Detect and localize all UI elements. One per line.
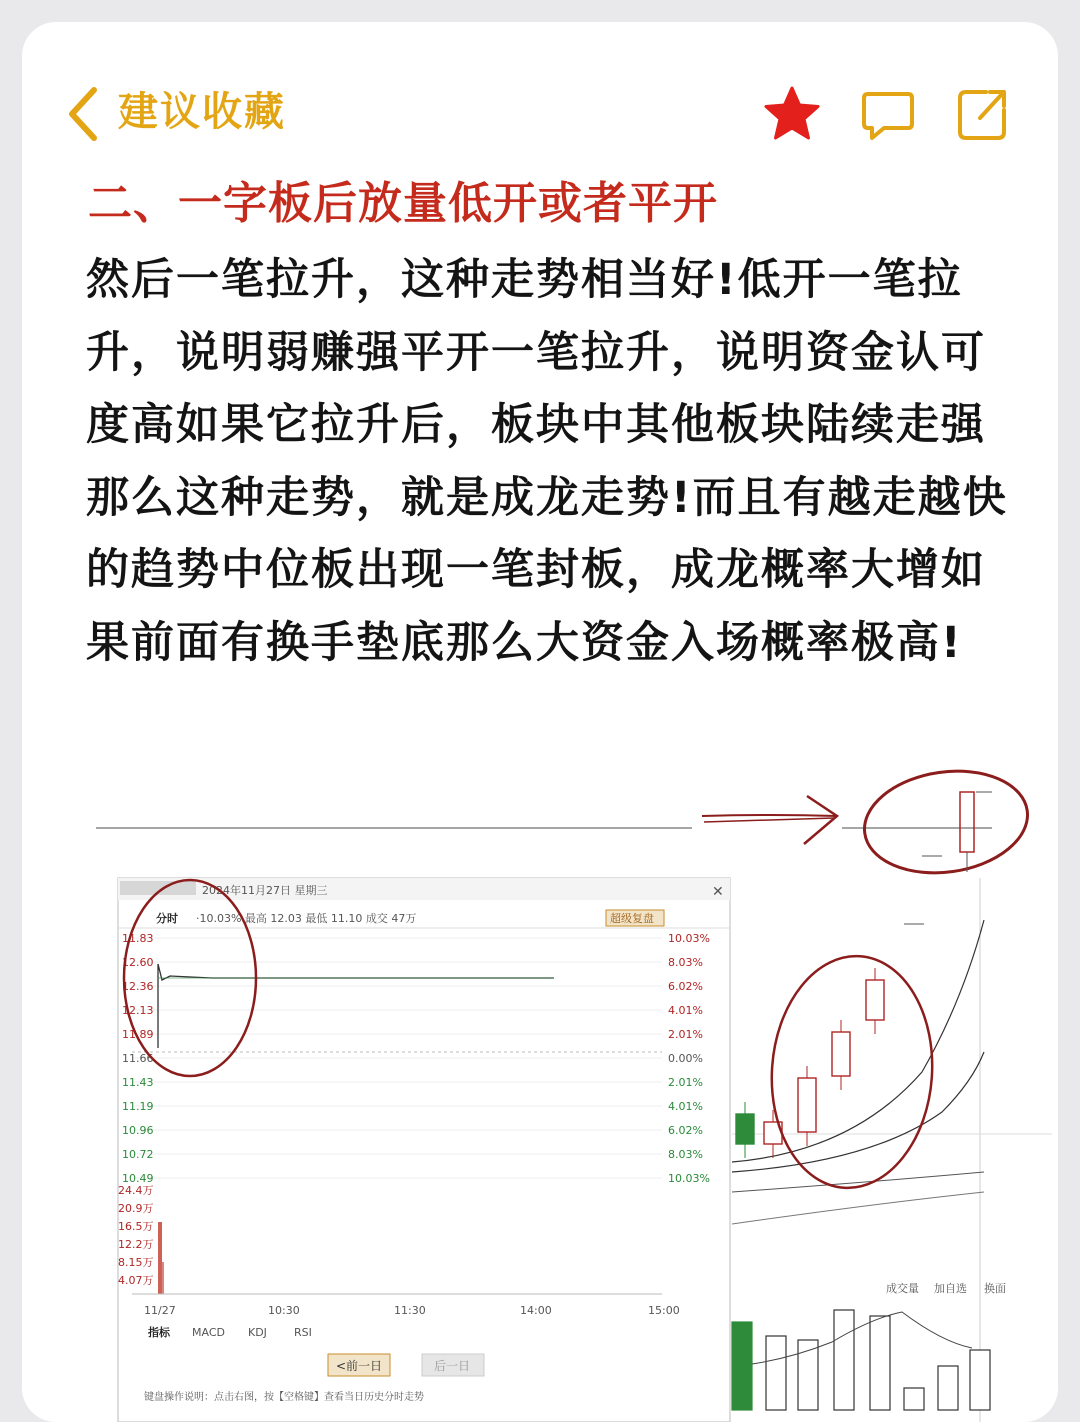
candle <box>798 1078 816 1132</box>
kline-volume-bar <box>938 1366 958 1410</box>
candle <box>832 1032 850 1076</box>
percent-tick: 0.00% <box>668 1052 703 1065</box>
volume-tick: 16.5万 <box>118 1220 154 1233</box>
time-tick: 15:00 <box>648 1304 680 1317</box>
percent-tick: 6.02% <box>668 1124 703 1137</box>
moving-average <box>732 1172 984 1192</box>
candle <box>866 980 884 1020</box>
price-tick: 10.96 <box>122 1124 154 1137</box>
share-icon[interactable] <box>952 84 1012 144</box>
indicator-tab[interactable]: RSI <box>294 1326 312 1339</box>
kline-volume-bar <box>970 1350 990 1410</box>
indicator-tab[interactable]: 指标 <box>148 1326 170 1339</box>
close-icon[interactable]: ✕ <box>712 884 724 900</box>
percent-tick: 2.01% <box>668 1076 703 1089</box>
footnote: 键盘操作说明：点击右图，按【空格键】查看当日历史分时走势 <box>144 1392 424 1403</box>
volume-tick: 12.2万 <box>118 1238 154 1251</box>
candle-top <box>960 792 974 852</box>
kline-legend <box>886 1281 1006 1295</box>
price-tick: 12.13 <box>122 1004 154 1017</box>
kline-panel <box>732 878 1052 1422</box>
percent-tick: 10.03% <box>668 1172 710 1185</box>
time-tick: 14:00 <box>520 1304 552 1317</box>
article-body: 然后一笔拉升，这种走势相当好!低开一笔拉升，说明弱赚强平开一笔拉升，说明资金认可度高如果它拉升后，板块中其他板块陆续走强那么这种走势，就是成龙走势!而且有越走越快的趋势中位板出现一笔封板，成龙概率大增如果前面有换手垫底那么大资金入场概率极高! <box>86 255 1008 668</box>
back-label[interactable]: 建议收藏 <box>118 89 286 135</box>
top-navigation-bar <box>22 82 1058 152</box>
percent-tick: 6.02% <box>668 980 703 993</box>
kline-volume-bar <box>732 1322 752 1410</box>
volume-tick: 4.07万 <box>118 1274 154 1287</box>
annotation-arrow <box>702 796 837 844</box>
article-heading: 二、一字板后放量低开或者平开 <box>88 178 718 229</box>
window-title: 2024年11月27日 星期三 <box>202 884 328 897</box>
price-tick: 12.36 <box>122 980 154 993</box>
percent-tick: 4.01% <box>668 1004 703 1017</box>
volume-tick: 24.4万 <box>118 1184 154 1197</box>
toolbar-stats: ·10.03% 最高 12.03 最低 11.10 成交 47万 <box>196 912 417 925</box>
kline-volume-bar <box>870 1316 890 1410</box>
kline-volume-bar <box>766 1336 786 1410</box>
tab-intraday[interactable]: 分时 <box>156 912 178 925</box>
percent-tick: 8.03% <box>668 1148 703 1161</box>
comment-icon[interactable] <box>858 84 918 144</box>
article-card <box>22 22 1058 1422</box>
star-icon[interactable] <box>762 84 822 144</box>
kline-legend-item: 成交量 <box>886 1282 919 1295</box>
time-tick: 11:30 <box>394 1304 426 1317</box>
percent-tick: 4.01% <box>668 1100 703 1113</box>
moving-average <box>732 1052 984 1172</box>
volume-bar <box>162 1262 164 1294</box>
price-tick: 11.89 <box>122 1028 154 1041</box>
percent-tick: 10.03% <box>668 932 710 945</box>
kline-candles <box>736 968 884 1158</box>
price-tick: 10.49 <box>122 1172 154 1185</box>
volume-bar <box>158 1222 162 1294</box>
time-tick: 11/27 <box>144 1304 176 1317</box>
kline-volume-bar <box>904 1388 924 1410</box>
intraday-window <box>118 878 730 1422</box>
price-tick: 12.60 <box>122 956 154 969</box>
price-tick: 11.19 <box>122 1100 154 1113</box>
kline-legend-item: 加自选 <box>934 1282 967 1295</box>
next-day-label[interactable]: 后一日 <box>434 1359 471 1373</box>
price-tick: 10.72 <box>122 1148 154 1161</box>
annotation-circle <box>858 761 1034 883</box>
percent-tick: 2.01% <box>668 1028 703 1041</box>
percent-tick: 8.03% <box>668 956 703 969</box>
price-tick: 11.43 <box>122 1076 154 1089</box>
stock-chart-screenshot <box>92 752 1058 1422</box>
volume-tick: 20.9万 <box>118 1202 154 1215</box>
candle <box>736 1114 754 1144</box>
moving-average <box>732 1192 984 1224</box>
time-tick: 10:30 <box>268 1304 300 1317</box>
chevron-left-icon[interactable] <box>64 84 104 144</box>
kline-volume-bar <box>834 1310 854 1410</box>
kline-legend-item: 换面 <box>984 1282 1006 1295</box>
indicator-tab[interactable]: KDJ <box>248 1326 267 1339</box>
prev-day-label[interactable]: <前一日 <box>336 1359 383 1373</box>
price-tick: 11.83 <box>122 932 154 945</box>
price-tick: 11.66 <box>122 1052 154 1065</box>
volume-tick: 8.15万 <box>118 1256 154 1269</box>
annotation-circle <box>764 951 940 1194</box>
replay-button-label[interactable]: 超级复盘 <box>610 912 654 925</box>
indicator-tab[interactable]: MACD <box>192 1326 225 1339</box>
kline-volume <box>732 1310 990 1410</box>
